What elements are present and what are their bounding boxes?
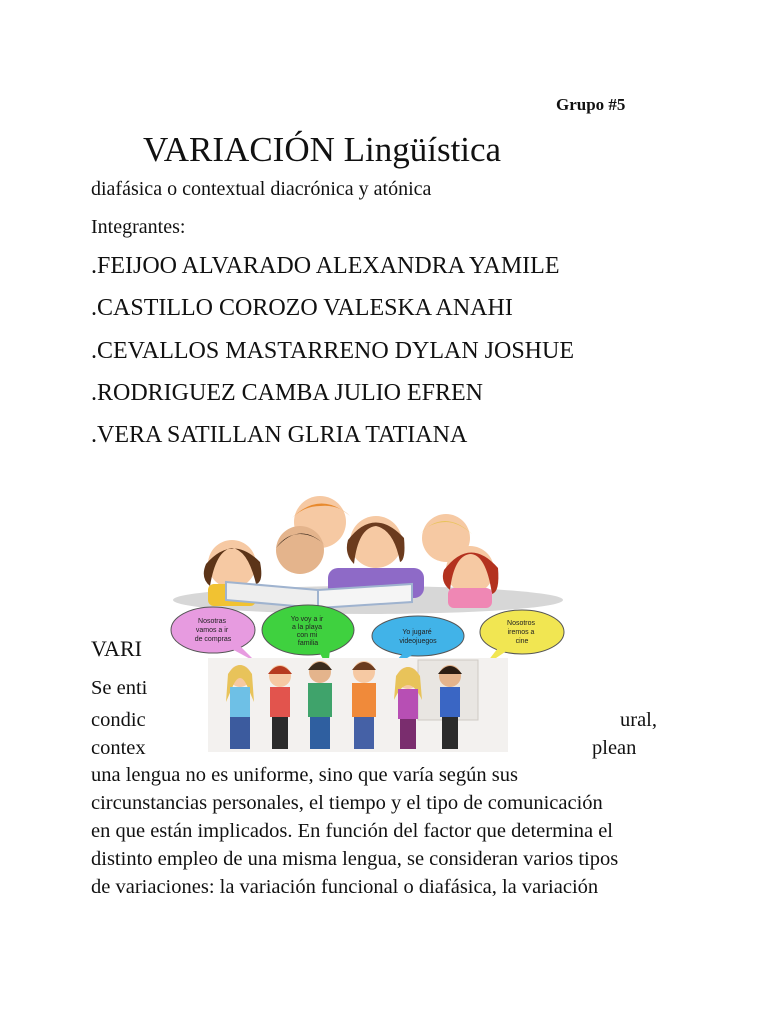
bubble-1-line-2: vamos a ir — [195, 627, 229, 634]
children-reading-scene — [173, 496, 563, 614]
body-line-5: circunstancias personales, el tiempo y el tipo de comunicación — [91, 792, 603, 814]
section-heading: VARI — [91, 636, 142, 661]
bubble-2-line-3: con mi — [296, 632, 318, 639]
members-label: Integrantes: — [91, 216, 186, 238]
body-line-4: una lengua no es uniforme, sino que varía según sus — [91, 764, 518, 786]
illustration — [168, 490, 566, 752]
body-line-1: Se enti — [91, 677, 148, 699]
member-5: .VERA SATILLAN GLRIA TATIANA — [91, 422, 468, 448]
bubble-2-line-4: familia — [297, 640, 319, 647]
bubble-1-line-3: de compras — [194, 636, 232, 643]
body-line-3: contex — [91, 737, 146, 759]
bubble-1-line-1: Nosotras — [198, 618, 227, 625]
bubble-2-line-2: a la playa — [292, 624, 323, 631]
body-line-8: de variaciones: la variación funcional o diafásica, la variación — [91, 876, 599, 898]
group-number: Grupo #5 — [556, 95, 626, 114]
bubble-1-text — [195, 618, 232, 643]
body-line-7: distinto empleo de una misma lengua, se consideran varios tipos — [91, 848, 619, 870]
body-fragment-right-1: ural, — [620, 709, 657, 731]
bubble-3-line-2: videojuegos — [399, 638, 437, 645]
body-fragment-right-2: plean — [592, 737, 637, 759]
member-4: .RODRIGUEZ CAMBA JULIO EFREN — [91, 380, 484, 406]
document-subtitle: diafásica o contextual diacrónica y atónica — [91, 178, 432, 200]
bubble-4-line-3: cine — [515, 638, 529, 645]
bubble-3-line-1: Yo jugaré — [402, 629, 432, 636]
bubble-4-line-2: iremos a — [507, 629, 535, 636]
body-line-6: en que están implicados. En función del factor que determina el — [91, 820, 613, 842]
member-2: .CASTILLO COROZO VALESKA ANAHI — [91, 295, 513, 321]
member-1: .FEIJOO ALVARADO ALEXANDRA YAMILE — [91, 253, 560, 279]
body-line-2: condic — [91, 709, 146, 731]
bubble-2-line-1: Yo voy a ir — [290, 616, 324, 623]
bubble-4-line-1: Nosotros — [507, 620, 536, 627]
document-title: VARIACIÓN Lingüística — [143, 130, 502, 169]
teenagers-group — [208, 658, 508, 752]
member-3: .CEVALLOS MASTARRENO DYLAN JOSHUE — [91, 338, 574, 364]
